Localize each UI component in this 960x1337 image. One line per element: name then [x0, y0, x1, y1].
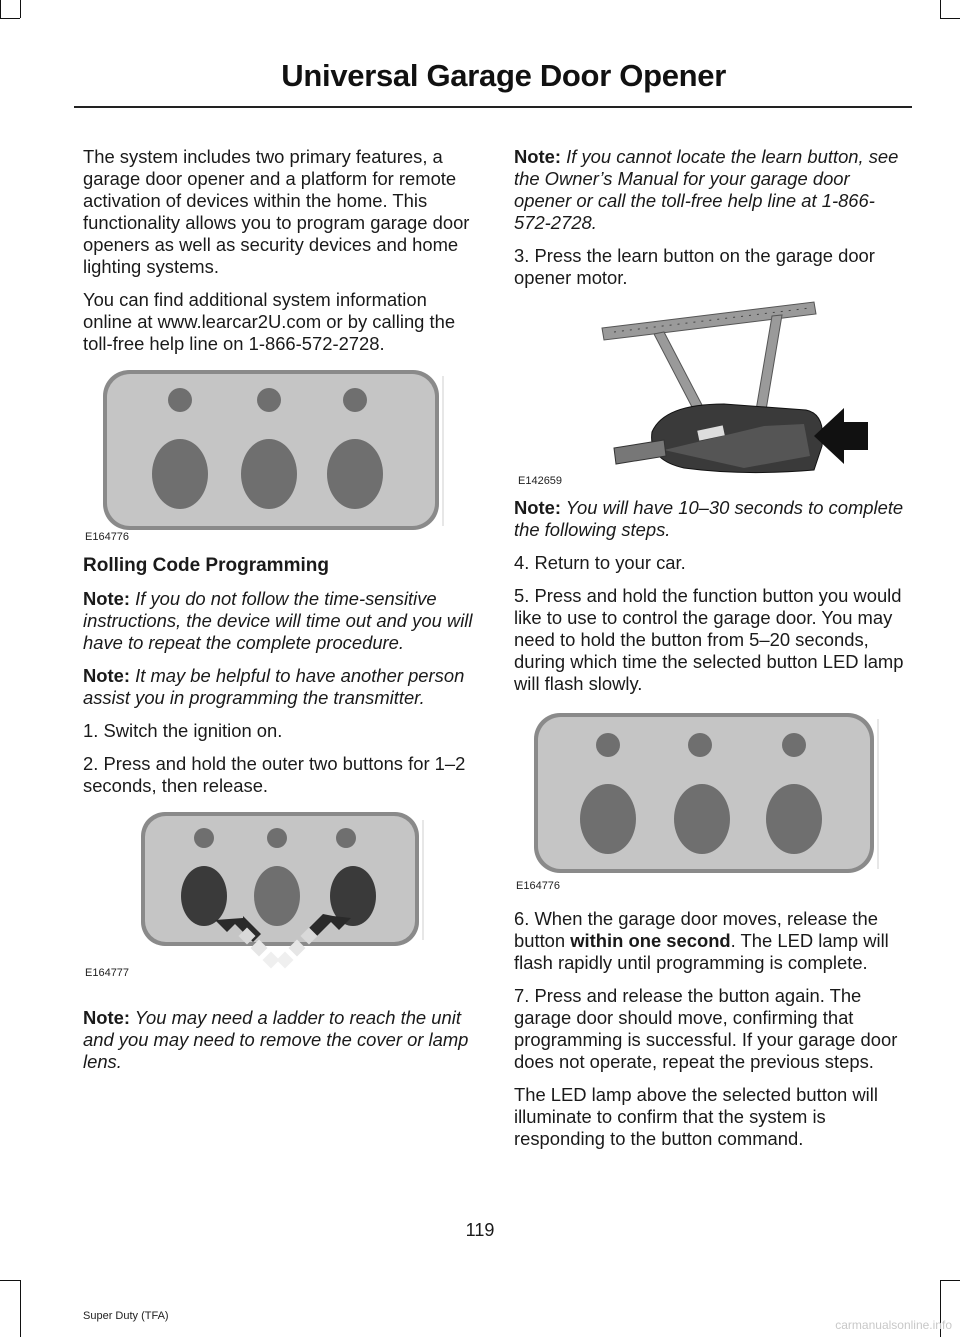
crop-mark	[0, 1280, 20, 1281]
note-label: Note:	[514, 497, 561, 518]
step-6-emphasis: within one second	[570, 930, 731, 951]
figure-opener-motor	[514, 300, 906, 487]
figure-homelink-buttons	[83, 366, 475, 542]
figure-code: E164776	[516, 880, 561, 892]
note-label: Note:	[83, 665, 130, 686]
intro-paragraph: The system includes two primary features, a garage door opener and a platform for remote activation of devices within the home. This functionality allows you to program garage door openers as well as security devices and home lighting systems.	[83, 146, 470, 277]
info-paragraph: You can find additional system information online at www.learcar2U.com or by calling the toll-free help line on 1-866-572-2728.	[83, 289, 456, 354]
step-2: 2. Press and hold the outer two buttons for 1–2 seconds, then release.	[83, 753, 466, 796]
crop-mark	[20, 0, 21, 18]
note-paragraph	[514, 497, 906, 541]
note-text: It may be helpful to have another person assist you in programming the transmitter.	[83, 665, 465, 708]
step-6-text: 6. When the garage door moves, release the button	[514, 908, 878, 951]
note-paragraph	[83, 1007, 475, 1073]
homelink-buttons-illustration	[83, 366, 475, 542]
note-paragraph	[83, 588, 475, 654]
figure-code: E164777	[85, 967, 130, 979]
left-column	[83, 146, 475, 1084]
note-text: You will have 10–30 seconds to complete the following steps.	[514, 497, 904, 540]
step-7: 7. Press and release the button again. The garage door should move, confirming that programming is successful. If your garage door does not operate, repeat the previous steps.	[514, 985, 898, 1072]
crop-mark	[940, 0, 941, 18]
garage-opener-motor-illustration	[514, 300, 906, 484]
crop-mark	[20, 1280, 21, 1337]
step-4: 4. Return to your car.	[514, 552, 686, 573]
figure-code: E164776	[85, 531, 130, 543]
footer-model: Super Duty (TFA)	[83, 1310, 169, 1322]
note-paragraph	[83, 665, 475, 709]
step-6	[514, 908, 906, 974]
crop-mark	[0, 18, 20, 19]
header-rule	[74, 106, 912, 108]
figure-code: E142659	[518, 475, 563, 487]
step-5: 5. Press and hold the function button you would like to use to control the garage door. You may need to hold the button from 5–20 seconds, during which time the selected button LED lamp will flash slowly.	[514, 585, 904, 694]
figure-outer-buttons	[83, 808, 475, 994]
section-heading: Rolling Code Programming	[83, 555, 329, 576]
note-label: Note:	[514, 146, 561, 167]
note-text: If you do not follow the time-sensitive instructions, the device will time out and you will have to repeat the complete procedure.	[83, 588, 473, 653]
note-text: You may need a ladder to reach the unit and you may need to remove the cover or lamp lens.	[83, 1007, 469, 1072]
crop-mark	[940, 1280, 960, 1281]
crop-mark	[940, 18, 960, 19]
step-3: 3. Press the learn button on the garage door opener motor.	[514, 245, 875, 288]
page-title: Universal Garage Door Opener	[281, 58, 726, 93]
note-label: Note:	[83, 588, 130, 609]
right-column	[514, 146, 906, 1161]
note-paragraph	[514, 146, 906, 234]
final-paragraph: The LED lamp above the selected button will illuminate to confirm that the system is responding to the button command.	[514, 1084, 878, 1149]
figure-homelink-buttons	[514, 709, 906, 895]
step-6-text: . The LED lamp will flash rapidly until programming is complete.	[514, 930, 889, 973]
page-number: 119	[465, 1220, 495, 1240]
step-1: 1. Switch the ignition on.	[83, 720, 283, 741]
watermark: carmanualsonline.info	[835, 1318, 952, 1332]
outer-buttons-illustration	[83, 808, 475, 980]
homelink-buttons-illustration	[514, 709, 906, 881]
note-label: Note:	[83, 1007, 130, 1028]
crop-mark	[0, 0, 1, 18]
note-text: If you cannot locate the learn button, see the Owner’s Manual for your garage door opener or call the toll-free help line at 1-866-572-2728.	[514, 146, 899, 233]
